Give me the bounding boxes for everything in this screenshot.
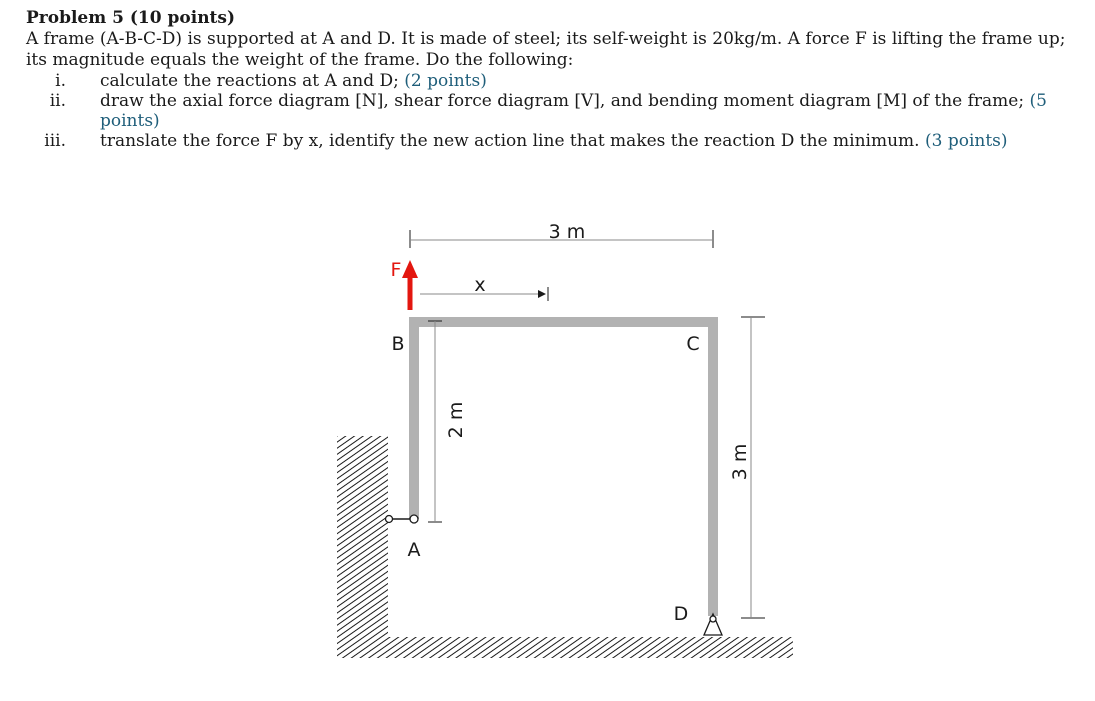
- support-a: [386, 515, 419, 523]
- dim-right-height-label: 3 m: [729, 443, 751, 481]
- task-number: ii.: [49, 91, 66, 111]
- task-text: calculate the reactions at A and D;: [100, 71, 405, 91]
- task-points: (3 points): [924, 131, 1008, 151]
- node-label-c: C: [686, 333, 700, 355]
- node-label-b: B: [391, 333, 405, 355]
- frame-members: [414, 322, 713, 616]
- frame: [414, 322, 713, 616]
- support-d: [704, 614, 722, 635]
- task-number: i.: [55, 71, 66, 91]
- task-text: translate the force F by x, identify the new action line that makes the reaction D the minimum.: [100, 131, 925, 151]
- ground-hatching: [337, 637, 793, 658]
- dim-x-label: x: [474, 274, 486, 296]
- dimension-left-height: [428, 321, 442, 522]
- task-points: (2 points): [404, 71, 487, 91]
- dim-top-label: 3 m: [548, 221, 586, 243]
- force-arrow: [402, 260, 418, 310]
- problem-title: Problem 5 (10 points): [26, 8, 236, 28]
- task-text: draw the axial force diagram [N], shear force diagram [V], and bending moment diagram [M] of the frame;: [100, 91, 1030, 111]
- task-number: iii.: [44, 131, 66, 151]
- problem-intro: A frame (A-B-C-D) is supported at A and D. It is made of steel; its self-weight is 20kg/m. A force F is lifting the frame up; its magnitude equals the weight of the frame. Do the following:: [26, 29, 1066, 70]
- task-points: (5 points): [100, 91, 1047, 131]
- force-label: F: [390, 259, 402, 281]
- dim-left-height-label: 2 m: [445, 401, 467, 439]
- node-label-a: A: [407, 539, 421, 561]
- wall-hatching: [337, 436, 388, 658]
- node-label-d: D: [673, 603, 689, 625]
